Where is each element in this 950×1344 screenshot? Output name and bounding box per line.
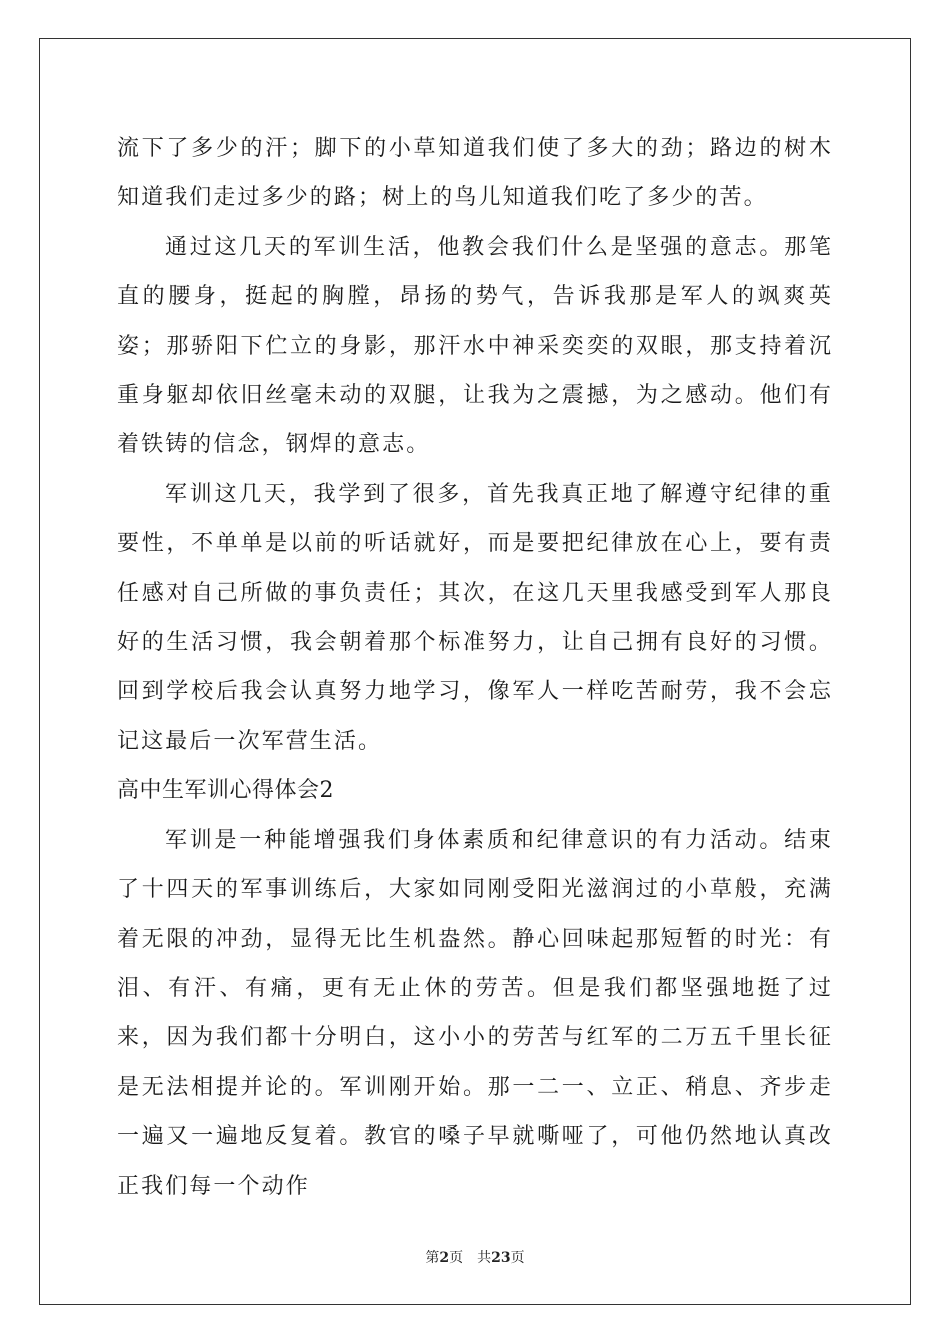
footer-total-prefix: 共 — [477, 1250, 492, 1266]
paragraph-training-activity: 军训是一种能增强我们身体素质和纪律意识的有力活动。结束了十四天的军事训练后，大家如同刚受阳光滋润过的小草般，充满着无限的冲劲，显得无比生机盎然。静心回味起那短暂的时光：有泪、有汗、有痛，更有无止休的劳苦。但是我们都坚强地挺了过来，因为我们都十分明白，这小小的劳苦与红军的二万五千里长征是无法相提并论的。军训刚开始。那一二一、立正、稍息、齐步走一遍又一遍地反复着。教官的嗓子早就嘶哑了，可他仍然地认真改正我们每一个动作 — [117, 827, 833, 1199]
document-body — [117, 124, 833, 1211]
section-heading: 高中生军训心得体会2 — [117, 778, 334, 804]
paragraph-military-training-will: 通过这几天的军训生活，他教会我们什么是坚强的意志。那笔直的腰身，挺起的胸膛，昂扬的势气，告诉我那是军人的飒爽英姿；那骄阳下伫立的身影，那汗水中神采奕奕的双眼，那支持着沉重身躯却依旧丝毫未动的双腿，让我为之震撼，为之感动。他们有着铁铸的信念，钢焊的意志。 — [117, 234, 833, 458]
paragraph-continuation: 流下了多少的汗；脚下的小草知道我们使了多大的劲；路边的树木知道我们走过多少的路；树上的鸟儿知道我们吃了多少的苦。 — [117, 136, 833, 211]
footer-page-prefix: 第 — [425, 1250, 440, 1266]
footer-total-suffix: 页 — [510, 1250, 525, 1266]
page-footer — [0, 1247, 950, 1267]
paragraph-discipline-lessons: 军训这几天，我学到了很多，首先我真正地了解遵守纪律的重要性，不单单是以前的听话就好，而是要把纪律放在心上，要有责任感对自己所做的事负责任；其次，在这几天里我感受到军人那良好的生活习惯，我会朝着那个标准努力，让自己拥有良好的习惯。回到学校后我会认真努力地学习，像军人一样吃苦耐劳，我不会忘记这最后一次军营生活。 — [117, 481, 833, 754]
footer-page-number: 2 — [439, 1250, 450, 1266]
footer-total-pages: 23 — [491, 1250, 511, 1266]
footer-page-suffix: 页 — [449, 1250, 464, 1266]
